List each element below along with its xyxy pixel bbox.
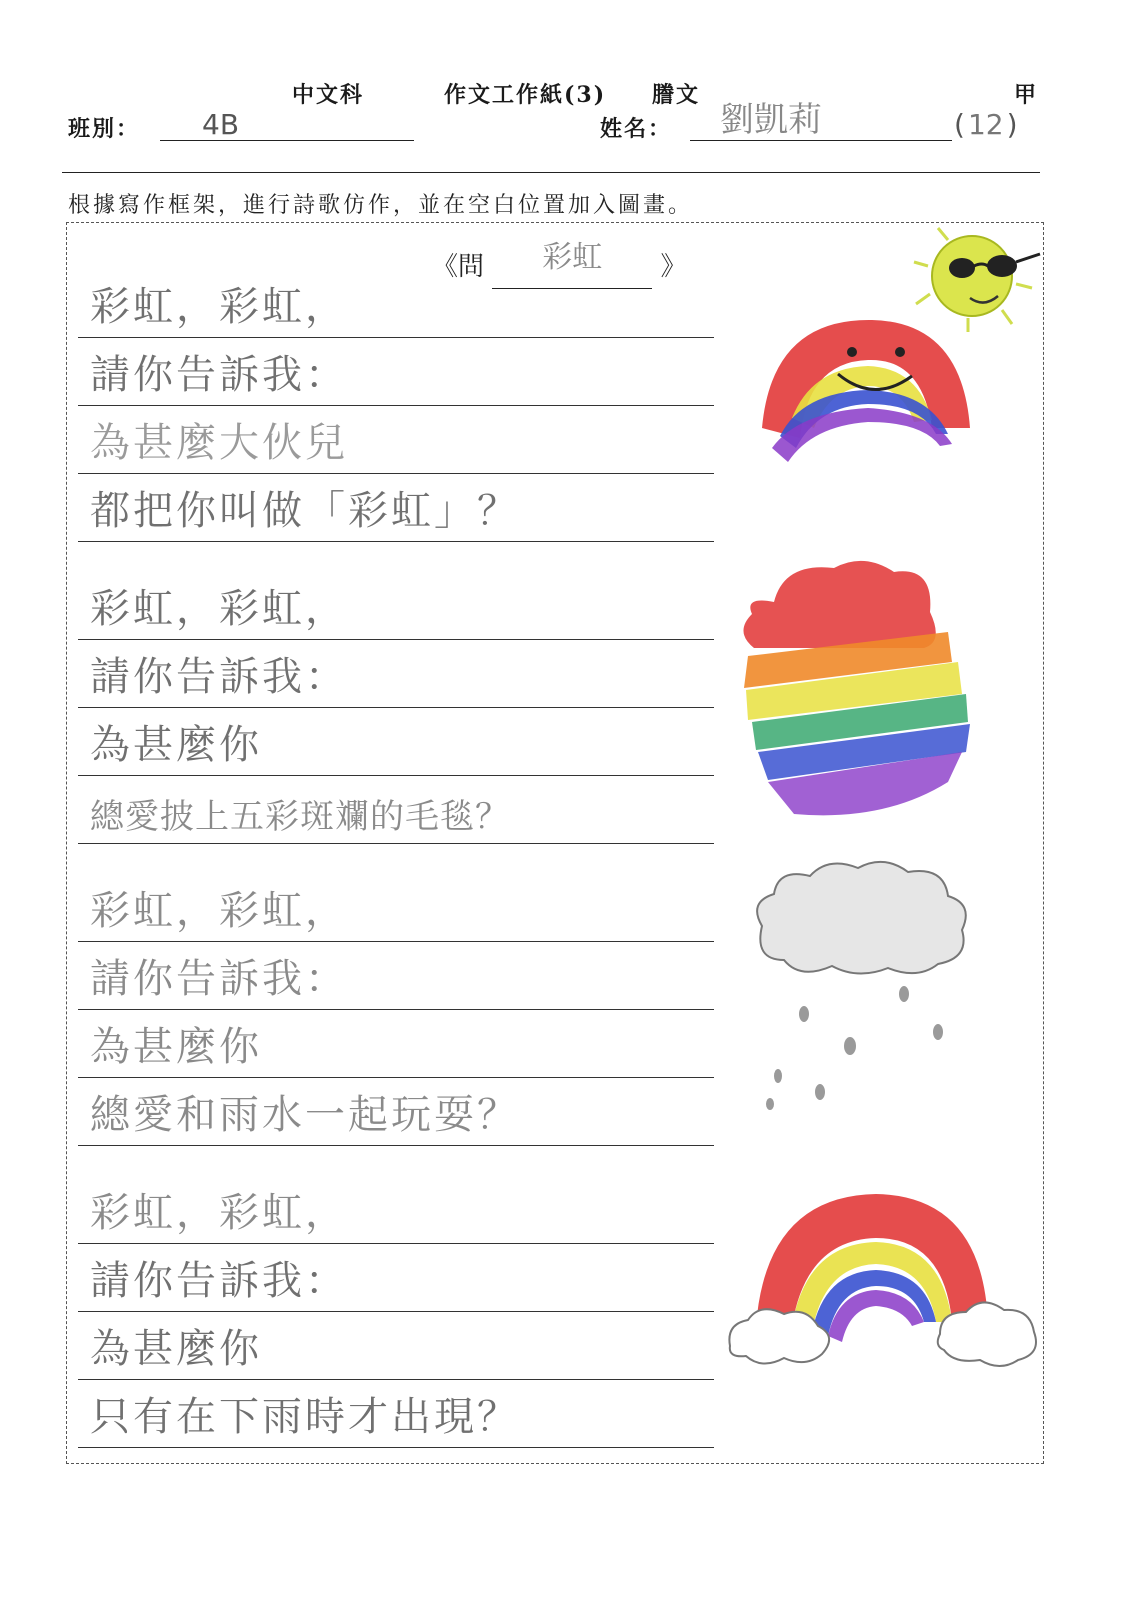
poem-line-text: 彩虹，彩虹， (90, 1190, 348, 1236)
subject-label: 中文科 (292, 82, 365, 108)
poem-line (78, 1010, 714, 1078)
poem-line (78, 270, 714, 338)
poem-line (78, 1380, 714, 1448)
poem-line (78, 942, 714, 1010)
poem-line-text: 總愛披上五彩斑斕的毛毯？ (90, 797, 510, 837)
class-label: 班別： (68, 116, 141, 142)
name-label: 姓名： (600, 116, 673, 142)
writing-rule (78, 843, 714, 844)
poem-line-text: 只有在下雨時才出現？ (90, 1394, 520, 1440)
poem-line (78, 1244, 714, 1312)
class-field (160, 110, 414, 141)
smiling-rainbow-icon (752, 308, 982, 468)
poem-line-text: 請你告訴我： (90, 654, 348, 700)
poem-line (78, 338, 714, 406)
poem-line (78, 406, 714, 474)
rain-cloud-icon (748, 856, 978, 1116)
poem-line-text: 請你告訴我： (90, 352, 348, 398)
writing-rule (78, 541, 714, 542)
score-close: ) (1006, 108, 1018, 141)
poem-line (78, 1176, 714, 1244)
writing-rule (78, 1145, 714, 1146)
score-open: ( (954, 108, 965, 141)
grade-mark: 甲 (1014, 82, 1039, 108)
poem-line (78, 640, 714, 708)
poem-line (78, 572, 714, 640)
poem-line-text: 總愛和雨水一起玩耍？ (90, 1092, 520, 1138)
poem-title-fill: 彩虹 (542, 240, 603, 275)
poem-line-text: 為甚麼你 (90, 722, 262, 768)
poem-title-suffix: 》 (660, 252, 687, 282)
worksheet-label: 作文工作紙(3) (444, 82, 607, 108)
writing-rule (78, 1447, 714, 1448)
rainbow-cloud-icon (734, 552, 984, 832)
rainbow-with-clouds-icon (726, 1186, 1038, 1386)
poem-line (78, 776, 714, 844)
poem-line-text: 都把你叫做「彩虹」？ (90, 488, 520, 534)
copy-label: 謄文 (652, 82, 701, 108)
class-value: 4B (202, 108, 240, 141)
poem-line (78, 708, 714, 776)
poem-line-text: 為甚麼你 (90, 1024, 262, 1070)
instruction-text: 根據寫作框架，進行詩歌仿作，並在空白位置加入圖畫。 (68, 193, 694, 218)
poem-line-text: 彩虹，彩虹， (90, 586, 348, 632)
score-box (954, 108, 1018, 141)
poem-line (78, 874, 714, 942)
poem-line-text: 請你告訴我： (90, 956, 348, 1002)
poem-line-text: 彩虹，彩虹， (90, 284, 348, 330)
poem-line-text: 為甚麼大伙兒 (90, 420, 348, 466)
poem-line-text: 為甚麼你 (90, 1326, 262, 1372)
student-name: 劉凱莉 (720, 100, 822, 140)
poem-line-text: 請你告訴我： (90, 1258, 348, 1304)
header-divider (62, 172, 1040, 173)
poem-title-prefix: 《問 (432, 252, 485, 282)
poem-line (78, 474, 714, 542)
score-value: 12 (967, 108, 1004, 141)
poem-line (78, 1078, 714, 1146)
poem-line-text: 彩虹，彩虹， (90, 888, 348, 934)
name-field (690, 100, 952, 141)
poem-line (78, 1312, 714, 1380)
